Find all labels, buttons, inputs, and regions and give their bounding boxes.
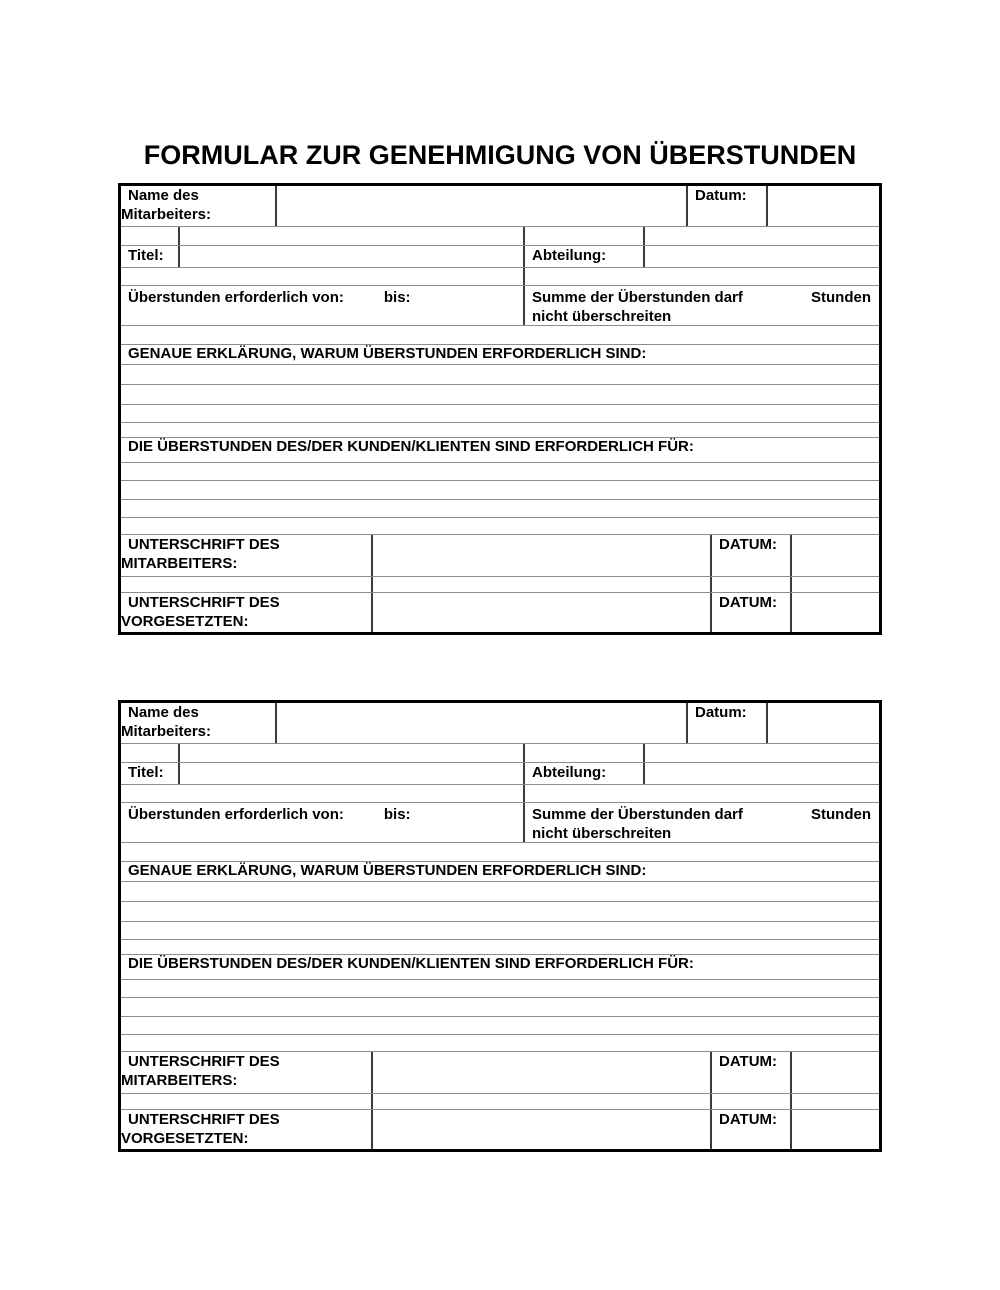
overtime-until-label: bis: — [383, 806, 411, 823]
overtime-period-row — [121, 802, 879, 842]
explanation-line-row — [121, 881, 879, 901]
grid-cell — [523, 268, 879, 285]
client-line[interactable] — [121, 463, 879, 480]
client-line[interactable] — [121, 980, 879, 997]
grid-cell — [121, 268, 523, 285]
client-line-row — [121, 997, 879, 1016]
hours-unit-label: Stunden — [811, 289, 871, 306]
client-line-row — [121, 1016, 879, 1034]
grid-cell — [121, 326, 879, 344]
grid-cell — [371, 1094, 710, 1109]
department-field[interactable] — [643, 246, 879, 267]
overtime-sum-label: Summe der Überstunden darf nicht überschreiten — [532, 806, 743, 842]
grid-cell — [121, 843, 879, 861]
explanation-header: GENAUE ERKLÄRUNG, WARUM ÜBERSTUNDEN ERFORDERLICH SIND: — [128, 862, 647, 879]
explanation-header: GENAUE ERKLÄRUNG, WARUM ÜBERSTUNDEN ERFORDERLICH SIND: — [128, 345, 647, 362]
employee-signature-date-field[interactable] — [790, 1052, 879, 1093]
grid-cell — [121, 785, 523, 802]
client-header-row — [121, 437, 879, 462]
supervisor-signature-field[interactable] — [371, 593, 710, 632]
explanation-header-row — [121, 861, 879, 881]
client-line[interactable] — [121, 998, 879, 1016]
grid-cell — [523, 744, 643, 762]
department-label: Abteilung: — [532, 764, 607, 781]
employee-signature-date-label-cell — [710, 1052, 790, 1093]
grid-cell — [121, 1035, 879, 1051]
date-label: Datum: — [695, 187, 747, 204]
client-line-row — [121, 499, 879, 517]
grid-cell — [121, 744, 178, 762]
signature-date-label: DATUM: — [719, 1111, 778, 1128]
explanation-line-row — [121, 404, 879, 422]
grid-cell — [121, 227, 178, 245]
grid-cell — [121, 423, 879, 437]
employee-signature-date-field[interactable] — [790, 535, 879, 576]
employee-signature-date-label-cell — [710, 535, 790, 576]
overtime-period-cell — [121, 803, 523, 842]
client-line[interactable] — [121, 481, 879, 499]
name-date-row — [121, 703, 879, 743]
grid-cell — [121, 940, 879, 954]
supervisor-signature-field[interactable] — [371, 1110, 710, 1149]
explanation-line[interactable] — [121, 922, 879, 939]
supervisor-signature-date-label-cell — [710, 593, 790, 632]
grid-cell — [121, 1094, 371, 1109]
employee-signature-row — [121, 1051, 879, 1093]
explanation-line-row — [121, 901, 879, 921]
employee-signature-field[interactable] — [371, 535, 710, 576]
client-line[interactable] — [121, 500, 879, 517]
overtime-period-cell — [121, 286, 523, 325]
title-label-cell — [121, 246, 178, 267]
employee-signature-field[interactable] — [371, 1052, 710, 1093]
grid-cell — [523, 785, 879, 802]
grid-cell — [643, 227, 879, 245]
employee-signature-label: UNTERSCHRIFT DES MITARBEITERS: — [121, 536, 280, 572]
spacer-row — [121, 743, 879, 762]
spacer-row — [121, 576, 879, 592]
title-label: Titel: — [128, 764, 164, 781]
department-field[interactable] — [643, 763, 879, 784]
supervisor-signature-label: UNTERSCHRIFT DES VORGESETZTEN: — [121, 1111, 280, 1147]
spacer-row — [121, 267, 879, 285]
date-field[interactable] — [766, 186, 879, 226]
explanation-header-cell — [121, 345, 879, 364]
explanation-header-cell — [121, 862, 879, 881]
date-label: Datum: — [695, 704, 747, 721]
explanation-line[interactable] — [121, 405, 879, 422]
spacer-row — [121, 1034, 879, 1051]
overtime-until-label: bis: — [383, 289, 411, 306]
client-line[interactable] — [121, 1017, 879, 1034]
supervisor-signature-date-field[interactable] — [790, 1110, 879, 1149]
employee-name-field[interactable] — [275, 186, 686, 226]
spacer-row — [121, 226, 879, 245]
grid-cell — [371, 577, 710, 592]
date-field[interactable] — [766, 703, 879, 743]
date-label-cell — [686, 186, 766, 226]
explanation-line[interactable] — [121, 365, 879, 384]
overtime-from-label: Überstunden erforderlich von: — [128, 806, 344, 823]
grid-cell — [710, 577, 790, 592]
grid-cell — [643, 744, 879, 762]
employee-signature-label-cell — [121, 535, 371, 576]
spacer-row — [121, 517, 879, 534]
employee-signature-label: UNTERSCHRIFT DES MITARBEITERS: — [121, 1053, 280, 1089]
date-label-cell — [686, 703, 766, 743]
department-label-cell — [523, 763, 643, 784]
overtime-form-copy — [118, 700, 882, 1152]
explanation-line[interactable] — [121, 902, 879, 921]
employee-name-field[interactable] — [275, 703, 686, 743]
grid-cell — [710, 1094, 790, 1109]
overtime-sum-cell — [523, 286, 879, 325]
explanation-header-row — [121, 344, 879, 364]
supervisor-signature-row — [121, 1109, 879, 1149]
spacer-row — [121, 784, 879, 802]
grid-cell — [121, 577, 371, 592]
title-field[interactable] — [178, 763, 523, 784]
spacer-row — [121, 325, 879, 344]
title-department-row — [121, 245, 879, 267]
client-header-cell — [121, 955, 879, 979]
supervisor-signature-date-label-cell — [710, 1110, 790, 1149]
spacer-row — [121, 422, 879, 437]
grid-cell — [121, 518, 879, 534]
title-label-cell — [121, 763, 178, 784]
client-header: DIE ÜBERSTUNDEN DES/DER KUNDEN/KLIENTEN SIND ERFORDERLICH FÜR: — [128, 438, 694, 455]
title-label: Titel: — [128, 247, 164, 264]
client-line-row — [121, 979, 879, 997]
grid-cell — [523, 227, 643, 245]
employee-name-label-cell — [121, 703, 275, 743]
explanation-line-row — [121, 364, 879, 384]
department-label-cell — [523, 246, 643, 267]
explanation-line[interactable] — [121, 882, 879, 901]
signature-date-label: DATUM: — [719, 594, 778, 611]
grid-cell — [178, 227, 523, 245]
spacer-row — [121, 939, 879, 954]
employee-signature-label-cell — [121, 1052, 371, 1093]
employee-signature-row — [121, 534, 879, 576]
spacer-row — [121, 842, 879, 861]
overtime-sum-cell — [523, 803, 879, 842]
employee-name-label-cell — [121, 186, 275, 226]
explanation-line[interactable] — [121, 385, 879, 404]
client-line-row — [121, 480, 879, 499]
client-header-row — [121, 954, 879, 979]
client-header: DIE ÜBERSTUNDEN DES/DER KUNDEN/KLIENTEN SIND ERFORDERLICH FÜR: — [128, 955, 694, 972]
client-line-row — [121, 462, 879, 480]
employee-name-label: Name des Mitarbeiters: — [121, 704, 212, 740]
supervisor-signature-date-field[interactable] — [790, 593, 879, 632]
department-label: Abteilung: — [532, 247, 607, 264]
hours-unit-label: Stunden — [811, 806, 871, 823]
supervisor-signature-label-cell — [121, 593, 371, 632]
title-field[interactable] — [178, 246, 523, 267]
grid-cell — [790, 1094, 879, 1109]
signature-date-label: DATUM: — [719, 1053, 778, 1070]
supervisor-signature-label: UNTERSCHRIFT DES VORGESETZTEN: — [121, 594, 280, 630]
client-header-cell — [121, 438, 879, 462]
title-department-row — [121, 762, 879, 784]
name-date-row — [121, 186, 879, 226]
grid-cell — [790, 577, 879, 592]
overtime-period-row — [121, 285, 879, 325]
employee-name-label: Name des Mitarbeiters: — [121, 187, 212, 223]
overtime-from-label: Überstunden erforderlich von: — [128, 289, 344, 306]
overtime-form — [118, 183, 882, 635]
overtime-sum-label: Summe der Überstunden darf nicht überschreiten — [532, 289, 743, 325]
page-title: FORMULAR ZUR GENEHMIGUNG VON ÜBERSTUNDEN — [143, 140, 857, 170]
signature-date-label: DATUM: — [719, 536, 778, 553]
explanation-line-row — [121, 384, 879, 404]
explanation-line-row — [121, 921, 879, 939]
spacer-row — [121, 1093, 879, 1109]
grid-cell — [178, 744, 523, 762]
supervisor-signature-label-cell — [121, 1110, 371, 1149]
supervisor-signature-row — [121, 592, 879, 632]
